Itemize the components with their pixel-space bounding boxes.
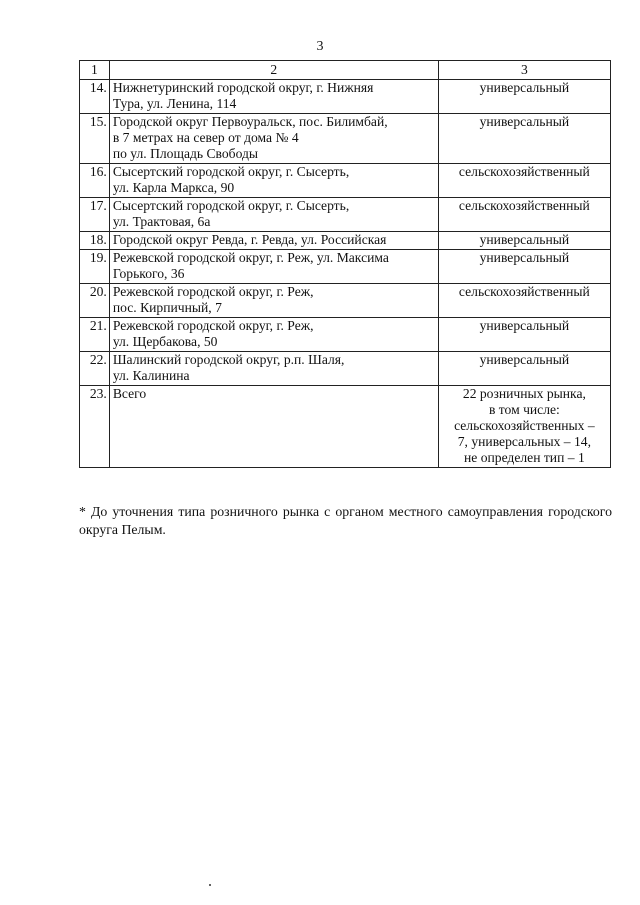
row-market-type: [438, 318, 610, 352]
row-address: [109, 284, 438, 318]
address-line: Режевской городской округ, г. Реж,: [112, 284, 314, 299]
market-type-line: сельскохозяйственных –: [454, 418, 595, 433]
market-type-line: универсальный: [479, 80, 570, 95]
row-number: 17.: [80, 198, 110, 232]
row-address: [109, 352, 438, 386]
row-market-type: [438, 80, 610, 114]
table-row: [80, 250, 611, 284]
address-line: Шалинский городской округ, р.п. Шаля,: [112, 352, 345, 367]
market-type-line: универсальный: [479, 318, 570, 333]
table-row: [80, 114, 611, 164]
header-col-3: 3: [438, 61, 610, 80]
row-address: [109, 318, 438, 352]
footnote: * До уточнения типа розничного рынка с органом местного самоуправления городского округа Пелым.: [79, 504, 612, 537]
row-address: [109, 386, 438, 468]
table-row: [80, 284, 611, 318]
row-market-type: [438, 386, 610, 468]
row-number: 19.: [80, 250, 110, 284]
address-line: ул. Трактовая, 6а: [112, 214, 211, 229]
address-line: по ул. Площадь Свободы: [112, 146, 259, 161]
address-line: Городской округ Первоуральск, пос. Билимбай,: [112, 114, 388, 129]
header-col-1: 1: [80, 61, 110, 80]
markets-table: [79, 60, 611, 468]
table-row: [80, 352, 611, 386]
row-address: [109, 80, 438, 114]
market-type-line: сельскохозяйственный: [458, 284, 590, 299]
market-type-line: универсальный: [479, 250, 570, 265]
address-line: Режевской городской округ, г. Реж,: [112, 318, 314, 333]
address-line: ул. Карла Маркса, 90: [112, 180, 235, 195]
row-number: 22.: [80, 352, 110, 386]
address-line: Сысертский городской округ, г. Сысерть,: [112, 164, 350, 179]
row-market-type: [438, 284, 610, 318]
row-market-type: [438, 164, 610, 198]
row-address: [109, 232, 438, 250]
table-row: [80, 386, 611, 468]
row-market-type: [438, 352, 610, 386]
address-line: Сысертский городской округ, г. Сысерть,: [112, 198, 350, 213]
row-market-type: [438, 114, 610, 164]
address-line: ул. Калинина: [112, 368, 190, 383]
row-number: 23.: [80, 386, 110, 468]
table-row: [80, 318, 611, 352]
row-address: [109, 198, 438, 232]
row-number: 20.: [80, 284, 110, 318]
row-number: 18.: [80, 232, 110, 250]
market-type-line: универсальный: [479, 114, 570, 129]
row-number: 21.: [80, 318, 110, 352]
header-col-2: 2: [109, 61, 438, 80]
row-number: 15.: [80, 114, 110, 164]
page-number: 3: [316, 39, 324, 54]
address-line: в 7 метрах на север от дома № 4: [112, 130, 299, 145]
market-type-line: универсальный: [479, 352, 570, 367]
address-line: Всего: [112, 386, 147, 401]
market-type-line: в том числе:: [488, 402, 560, 417]
address-line: Тура, ул. Ленина, 114: [112, 96, 237, 111]
address-line: Режевской городской округ, г. Реж, ул. Максима: [112, 250, 389, 265]
market-type-line: 7, универсальных – 14,: [457, 434, 591, 449]
row-address: [109, 114, 438, 164]
row-number: 14.: [80, 80, 110, 114]
address-line: Городской округ Ревда, г. Ревда, ул. Российская: [112, 232, 387, 247]
address-line: Нижнетуринский городской округ, г. Нижняя: [112, 80, 374, 95]
row-market-type: [438, 232, 610, 250]
table-row: [80, 232, 611, 250]
row-number: 16.: [80, 164, 110, 198]
scan-speck: [209, 884, 211, 886]
row-address: [109, 164, 438, 198]
address-line: Горького, 36: [112, 266, 185, 281]
market-type-line: 22 розничных рынка,: [462, 386, 586, 401]
address-line: ул. Щербакова, 50: [112, 334, 218, 349]
market-type-line: сельскохозяйственный: [458, 164, 590, 179]
market-type-line: не определен тип – 1: [464, 450, 585, 465]
row-address: [109, 250, 438, 284]
table-header-row: [80, 61, 611, 80]
row-market-type: [438, 198, 610, 232]
table-row: [80, 164, 611, 198]
table-row: [80, 80, 611, 114]
address-line: пос. Кирпичный, 7: [112, 300, 222, 315]
market-type-line: универсальный: [479, 232, 570, 247]
table-row: [80, 198, 611, 232]
market-type-line: сельскохозяйственный: [458, 198, 590, 213]
row-market-type: [438, 250, 610, 284]
